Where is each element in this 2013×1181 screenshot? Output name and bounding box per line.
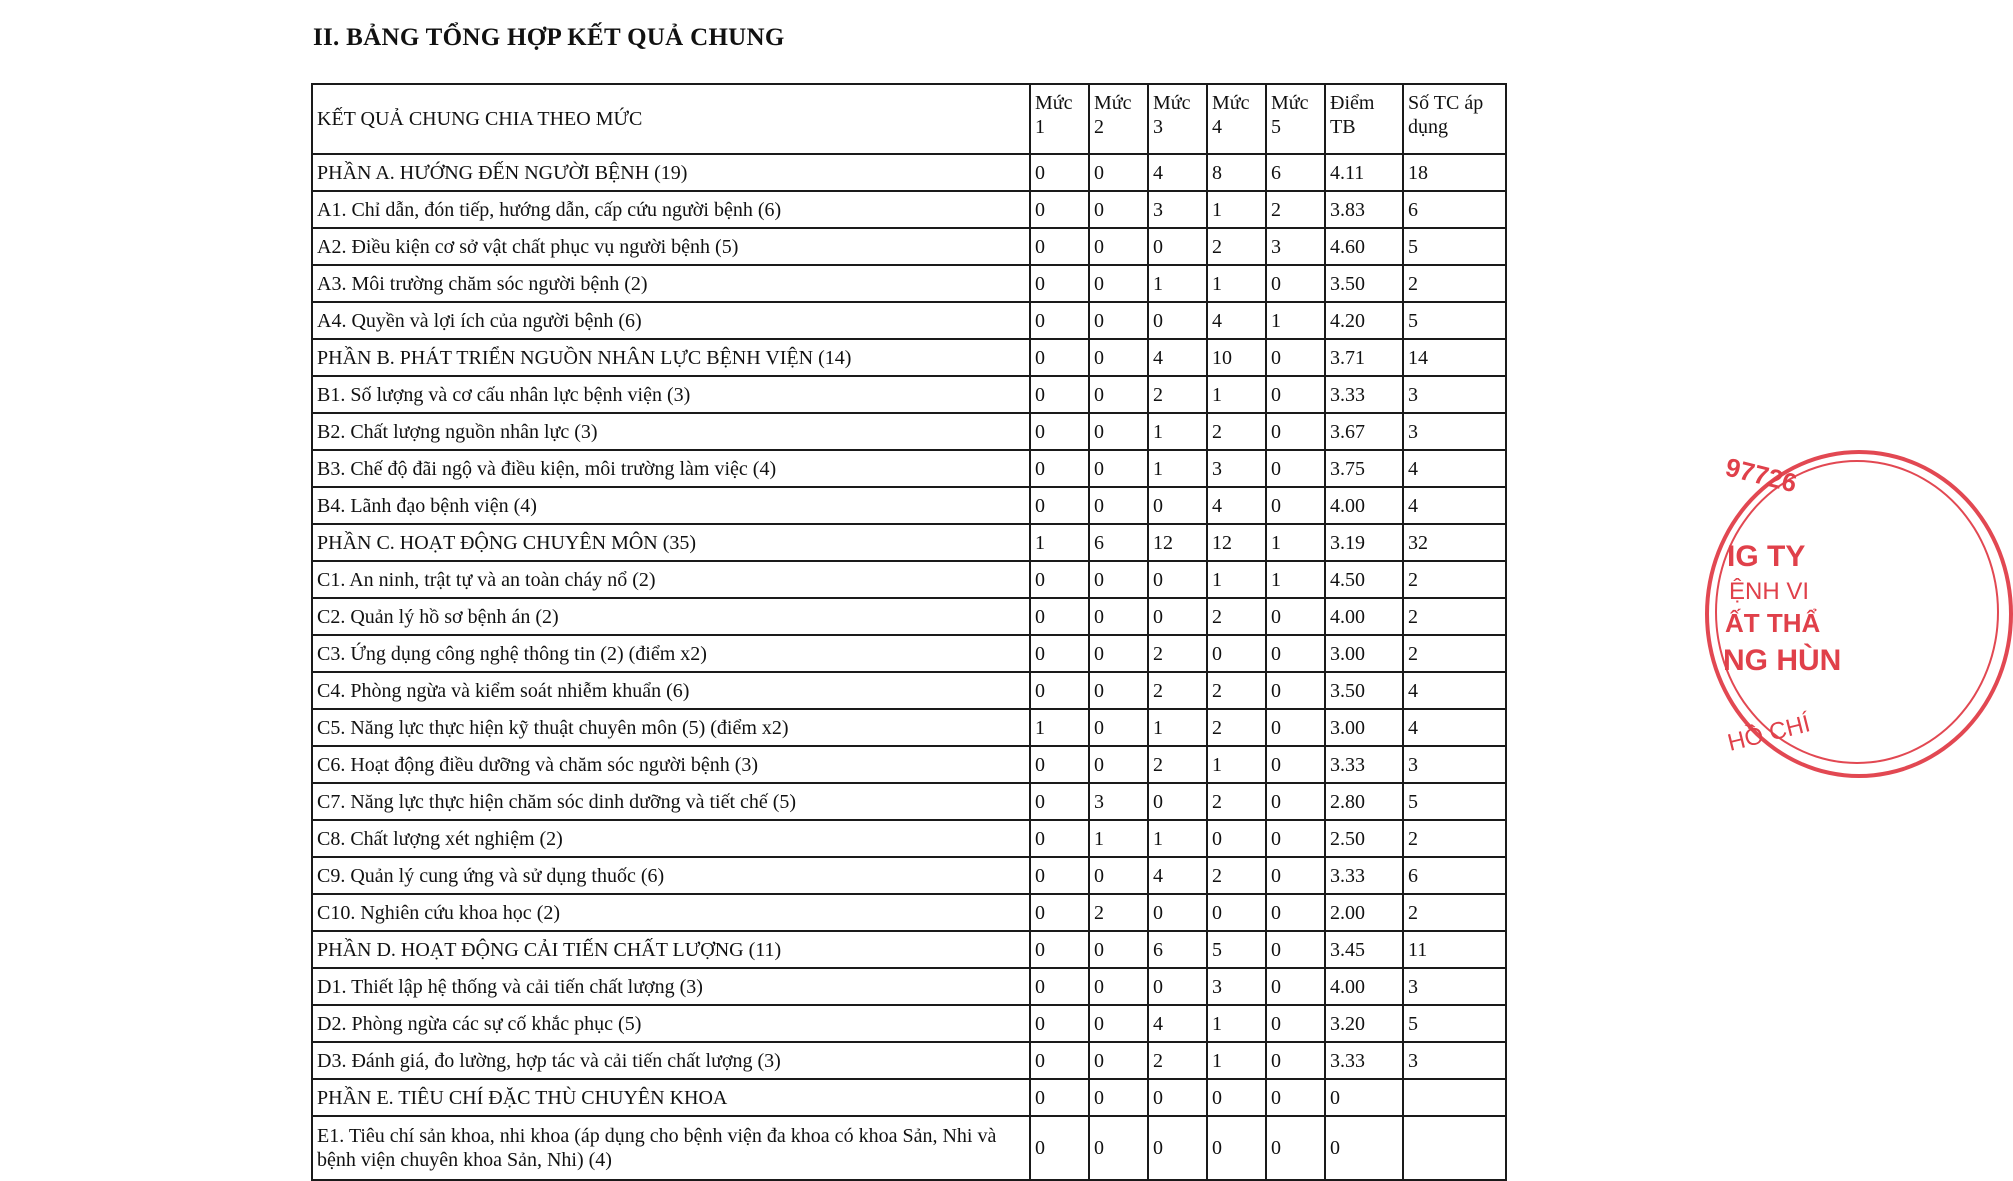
cell-diem-tb: 3.00 (1325, 635, 1403, 672)
cell-muc-2: 6 (1089, 524, 1148, 561)
cell-muc-5: 0 (1266, 450, 1325, 487)
cell-muc-3: 1 (1148, 709, 1207, 746)
stamp-text: 97726 (1722, 451, 1800, 499)
cell-muc-4: 3 (1207, 968, 1266, 1005)
cell-muc-3: 0 (1148, 302, 1207, 339)
cell-muc-3: 0 (1148, 598, 1207, 635)
table-row (312, 228, 1506, 265)
table-row (312, 154, 1506, 191)
cell-muc-5: 3 (1266, 228, 1325, 265)
header-muc-5: Mức 5 (1266, 84, 1325, 154)
cell-so-tc (1403, 1116, 1506, 1180)
table-row (312, 635, 1506, 672)
cell-muc-4: 2 (1207, 857, 1266, 894)
stamp-text: ỆNH VI (1729, 578, 1810, 605)
cell-muc-5: 0 (1266, 820, 1325, 857)
cell-muc-5: 0 (1266, 968, 1325, 1005)
row-label: C4. Phòng ngừa và kiểm soát nhiễm khuẩn (6) (312, 672, 1030, 709)
cell-muc-2: 0 (1089, 265, 1148, 302)
cell-muc-1: 0 (1030, 302, 1089, 339)
cell-diem-tb: 3.50 (1325, 672, 1403, 709)
cell-muc-5: 0 (1266, 1079, 1325, 1116)
cell-muc-4: 1 (1207, 1005, 1266, 1042)
cell-muc-4: 5 (1207, 931, 1266, 968)
cell-diem-tb: 3.75 (1325, 450, 1403, 487)
cell-so-tc: 5 (1403, 783, 1506, 820)
cell-muc-3: 1 (1148, 265, 1207, 302)
cell-muc-1: 0 (1030, 487, 1089, 524)
cell-muc-3: 0 (1148, 487, 1207, 524)
table-row (312, 524, 1506, 561)
table-row (312, 1042, 1506, 1079)
row-label: B4. Lãnh đạo bệnh viện (4) (312, 487, 1030, 524)
table-row (312, 413, 1506, 450)
cell-muc-3: 3 (1148, 191, 1207, 228)
cell-muc-1: 0 (1030, 450, 1089, 487)
cell-diem-tb: 4.11 (1325, 154, 1403, 191)
cell-muc-5: 1 (1266, 524, 1325, 561)
cell-diem-tb: 3.33 (1325, 746, 1403, 783)
cell-muc-1: 0 (1030, 154, 1089, 191)
cell-muc-2: 0 (1089, 1079, 1148, 1116)
cell-muc-5: 0 (1266, 635, 1325, 672)
table-row (312, 339, 1506, 376)
header-muc-4: Mức 4 (1207, 84, 1266, 154)
cell-muc-2: 0 (1089, 931, 1148, 968)
table-row (312, 931, 1506, 968)
table-row (312, 894, 1506, 931)
cell-muc-5: 0 (1266, 339, 1325, 376)
cell-muc-4: 2 (1207, 228, 1266, 265)
cell-diem-tb: 3.19 (1325, 524, 1403, 561)
row-label: A3. Môi trường chăm sóc người bệnh (2) (312, 265, 1030, 302)
cell-muc-2: 0 (1089, 635, 1148, 672)
cell-muc-5: 0 (1266, 672, 1325, 709)
cell-muc-2: 0 (1089, 598, 1148, 635)
table-row (312, 561, 1506, 598)
cell-muc-4: 0 (1207, 820, 1266, 857)
cell-so-tc: 32 (1403, 524, 1506, 561)
cell-so-tc: 3 (1403, 746, 1506, 783)
row-label: C5. Năng lực thực hiện kỹ thuật chuyên môn (5) (điểm x2) (312, 709, 1030, 746)
cell-muc-4: 12 (1207, 524, 1266, 561)
cell-muc-5: 6 (1266, 154, 1325, 191)
table-row (312, 820, 1506, 857)
row-label: E1. Tiêu chí sản khoa, nhi khoa (áp dụng cho bệnh viện đa khoa có khoa Sản, Nhi và bệnh viện chuyên khoa Sản, Nhi) (4) (312, 1116, 1030, 1180)
cell-muc-2: 0 (1089, 1042, 1148, 1079)
cell-muc-3: 2 (1148, 746, 1207, 783)
cell-so-tc: 4 (1403, 672, 1506, 709)
cell-muc-5: 0 (1266, 709, 1325, 746)
cell-diem-tb: 4.60 (1325, 228, 1403, 265)
red-seal-stamp (1705, 450, 1842, 770)
cell-muc-4: 4 (1207, 302, 1266, 339)
row-label: PHẦN C. HOẠT ĐỘNG CHUYÊN MÔN (35) (312, 524, 1030, 561)
cell-muc-5: 0 (1266, 857, 1325, 894)
row-label: D2. Phòng ngừa các sự cố khắc phục (5) (312, 1005, 1030, 1042)
cell-muc-4: 1 (1207, 1042, 1266, 1079)
header-so-tc: Số TC áp dụng (1403, 84, 1506, 154)
cell-muc-2: 2 (1089, 894, 1148, 931)
row-label: B1. Số lượng và cơ cấu nhân lực bệnh viện (3) (312, 376, 1030, 413)
cell-muc-1: 0 (1030, 228, 1089, 265)
cell-so-tc: 14 (1403, 339, 1506, 376)
cell-muc-4: 2 (1207, 672, 1266, 709)
cell-muc-3: 2 (1148, 672, 1207, 709)
cell-muc-4: 0 (1207, 635, 1266, 672)
cell-so-tc: 18 (1403, 154, 1506, 191)
row-label: C3. Ứng dụng công nghệ thông tin (2) (điểm x2) (312, 635, 1030, 672)
cell-so-tc: 2 (1403, 635, 1506, 672)
cell-muc-5: 1 (1266, 561, 1325, 598)
cell-diem-tb: 4.00 (1325, 487, 1403, 524)
cell-muc-4: 3 (1207, 450, 1266, 487)
cell-muc-3: 0 (1148, 1079, 1207, 1116)
cell-muc-1: 0 (1030, 635, 1089, 672)
cell-so-tc: 6 (1403, 857, 1506, 894)
cell-diem-tb: 3.33 (1325, 1042, 1403, 1079)
cell-muc-2: 0 (1089, 487, 1148, 524)
cell-diem-tb: 3.00 (1325, 709, 1403, 746)
cell-muc-3: 4 (1148, 857, 1207, 894)
cell-muc-1: 0 (1030, 931, 1089, 968)
stamp-text: HỒ CHÍ (1724, 710, 1813, 757)
cell-so-tc: 6 (1403, 191, 1506, 228)
row-label: PHẦN D. HOẠT ĐỘNG CẢI TIẾN CHẤT LƯỢNG (11) (312, 931, 1030, 968)
cell-muc-3: 0 (1148, 228, 1207, 265)
row-label: B2. Chất lượng nguồn nhân lực (3) (312, 413, 1030, 450)
table-row (312, 709, 1506, 746)
cell-so-tc: 3 (1403, 376, 1506, 413)
cell-muc-3: 4 (1148, 1005, 1207, 1042)
cell-diem-tb: 3.50 (1325, 265, 1403, 302)
cell-muc-3: 0 (1148, 1116, 1207, 1180)
cell-muc-1: 0 (1030, 783, 1089, 820)
cell-muc-2: 1 (1089, 820, 1148, 857)
cell-muc-5: 0 (1266, 894, 1325, 931)
cell-muc-1: 0 (1030, 672, 1089, 709)
row-label: PHẦN B. PHÁT TRIỂN NGUỒN NHÂN LỰC BỆNH VIỆN (14) (312, 339, 1030, 376)
row-label: A1. Chỉ dẫn, đón tiếp, hướng dẫn, cấp cứu người bệnh (6) (312, 191, 1030, 228)
cell-so-tc: 2 (1403, 598, 1506, 635)
cell-muc-2: 0 (1089, 302, 1148, 339)
row-label: C8. Chất lượng xét nghiệm (2) (312, 820, 1030, 857)
row-label: C6. Hoạt động điều dưỡng và chăm sóc người bệnh (3) (312, 746, 1030, 783)
cell-muc-4: 1 (1207, 191, 1266, 228)
table-header-row (312, 84, 1506, 154)
cell-so-tc: 2 (1403, 265, 1506, 302)
table-row (312, 598, 1506, 635)
cell-muc-1: 0 (1030, 1005, 1089, 1042)
cell-so-tc: 3 (1403, 413, 1506, 450)
cell-muc-2: 0 (1089, 672, 1148, 709)
cell-muc-3: 2 (1148, 376, 1207, 413)
cell-so-tc: 5 (1403, 302, 1506, 339)
cell-muc-4: 2 (1207, 783, 1266, 820)
cell-muc-5: 0 (1266, 746, 1325, 783)
cell-diem-tb: 4.20 (1325, 302, 1403, 339)
row-label: C2. Quản lý hồ sơ bệnh án (2) (312, 598, 1030, 635)
cell-so-tc: 3 (1403, 1042, 1506, 1079)
row-label: B3. Chế độ đãi ngộ và điều kiện, môi trường làm việc (4) (312, 450, 1030, 487)
cell-muc-4: 1 (1207, 265, 1266, 302)
cell-muc-2: 0 (1089, 191, 1148, 228)
stamp-text: NG HÙN (1723, 644, 1842, 677)
cell-muc-1: 0 (1030, 265, 1089, 302)
cell-diem-tb: 2.50 (1325, 820, 1403, 857)
cell-muc-3: 1 (1148, 820, 1207, 857)
cell-muc-5: 0 (1266, 487, 1325, 524)
cell-muc-2: 0 (1089, 376, 1148, 413)
cell-muc-5: 0 (1266, 1005, 1325, 1042)
cell-muc-1: 0 (1030, 413, 1089, 450)
table-row (312, 783, 1506, 820)
results-table (311, 83, 1507, 1181)
cell-muc-4: 0 (1207, 1079, 1266, 1116)
cell-muc-4: 2 (1207, 709, 1266, 746)
row-label: C7. Năng lực thực hiện chăm sóc dinh dưỡng và tiết chế (5) (312, 783, 1030, 820)
cell-muc-4: 10 (1207, 339, 1266, 376)
cell-muc-2: 0 (1089, 709, 1148, 746)
cell-muc-2: 0 (1089, 746, 1148, 783)
stamp-text: ẤT THẨ (1725, 608, 1821, 638)
cell-diem-tb: 3.20 (1325, 1005, 1403, 1042)
cell-muc-3: 1 (1148, 413, 1207, 450)
cell-muc-3: 1 (1148, 450, 1207, 487)
cell-muc-3: 6 (1148, 931, 1207, 968)
cell-muc-5: 1 (1266, 302, 1325, 339)
cell-so-tc: 2 (1403, 820, 1506, 857)
cell-diem-tb: 4.00 (1325, 968, 1403, 1005)
cell-muc-5: 0 (1266, 598, 1325, 635)
cell-so-tc: 4 (1403, 487, 1506, 524)
cell-diem-tb: 0 (1325, 1116, 1403, 1180)
cell-muc-2: 3 (1089, 783, 1148, 820)
header-diem-tb: Điểm TB (1325, 84, 1403, 154)
cell-muc-2: 0 (1089, 154, 1148, 191)
cell-so-tc: 11 (1403, 931, 1506, 968)
cell-muc-3: 0 (1148, 783, 1207, 820)
cell-muc-4: 2 (1207, 598, 1266, 635)
cell-diem-tb: 0 (1325, 1079, 1403, 1116)
cell-muc-3: 0 (1148, 561, 1207, 598)
cell-muc-5: 0 (1266, 931, 1325, 968)
table-row (312, 376, 1506, 413)
cell-muc-4: 4 (1207, 487, 1266, 524)
cell-diem-tb: 3.33 (1325, 376, 1403, 413)
table-row (312, 1005, 1506, 1042)
cell-muc-3: 0 (1148, 968, 1207, 1005)
cell-so-tc: 4 (1403, 450, 1506, 487)
cell-so-tc: 2 (1403, 894, 1506, 931)
cell-muc-2: 0 (1089, 857, 1148, 894)
cell-muc-1: 1 (1030, 709, 1089, 746)
cell-muc-1: 0 (1030, 339, 1089, 376)
cell-muc-1: 0 (1030, 746, 1089, 783)
header-muc-2: Mức 2 (1089, 84, 1148, 154)
table-row (312, 672, 1506, 709)
cell-so-tc: 3 (1403, 968, 1506, 1005)
cell-muc-1: 0 (1030, 968, 1089, 1005)
cell-muc-3: 4 (1148, 154, 1207, 191)
cell-diem-tb: 4.00 (1325, 598, 1403, 635)
cell-muc-1: 0 (1030, 1116, 1089, 1180)
cell-so-tc (1403, 1079, 1506, 1116)
cell-so-tc: 2 (1403, 561, 1506, 598)
cell-muc-5: 0 (1266, 1042, 1325, 1079)
row-label: PHẦN A. HƯỚNG ĐẾN NGƯỜI BỆNH (19) (312, 154, 1030, 191)
table-row (312, 302, 1506, 339)
cell-diem-tb: 3.45 (1325, 931, 1403, 968)
cell-muc-1: 0 (1030, 894, 1089, 931)
table-row (312, 191, 1506, 228)
row-label: D3. Đánh giá, đo lường, hợp tác và cải tiến chất lượng (3) (312, 1042, 1030, 1079)
cell-muc-1: 0 (1030, 561, 1089, 598)
cell-muc-3: 4 (1148, 339, 1207, 376)
cell-muc-2: 0 (1089, 1116, 1148, 1180)
table-row (312, 450, 1506, 487)
cell-muc-1: 0 (1030, 1079, 1089, 1116)
header-muc-1: Mức 1 (1030, 84, 1089, 154)
row-label: PHẦN E. TIÊU CHÍ ĐẶC THÙ CHUYÊN KHOA (312, 1079, 1030, 1116)
cell-muc-5: 0 (1266, 1116, 1325, 1180)
cell-muc-2: 0 (1089, 561, 1148, 598)
cell-muc-2: 0 (1089, 450, 1148, 487)
cell-muc-5: 0 (1266, 265, 1325, 302)
cell-muc-5: 0 (1266, 783, 1325, 820)
cell-muc-4: 2 (1207, 413, 1266, 450)
cell-muc-2: 0 (1089, 228, 1148, 265)
cell-muc-4: 0 (1207, 1116, 1266, 1180)
cell-muc-1: 0 (1030, 376, 1089, 413)
cell-muc-1: 0 (1030, 598, 1089, 635)
cell-muc-3: 12 (1148, 524, 1207, 561)
cell-muc-2: 0 (1089, 339, 1148, 376)
cell-muc-1: 0 (1030, 857, 1089, 894)
cell-muc-1: 1 (1030, 524, 1089, 561)
header-muc-3: Mức 3 (1148, 84, 1207, 154)
cell-muc-3: 2 (1148, 635, 1207, 672)
cell-so-tc: 5 (1403, 1005, 1506, 1042)
table-row (312, 487, 1506, 524)
cell-diem-tb: 3.33 (1325, 857, 1403, 894)
cell-muc-4: 1 (1207, 376, 1266, 413)
cell-diem-tb: 3.83 (1325, 191, 1403, 228)
cell-diem-tb: 3.67 (1325, 413, 1403, 450)
table-row (312, 1079, 1506, 1116)
cell-muc-1: 0 (1030, 191, 1089, 228)
table-row (312, 857, 1506, 894)
cell-so-tc: 4 (1403, 709, 1506, 746)
cell-muc-5: 0 (1266, 376, 1325, 413)
cell-muc-3: 0 (1148, 894, 1207, 931)
cell-muc-2: 0 (1089, 968, 1148, 1005)
table-row (312, 1116, 1506, 1180)
cell-muc-5: 0 (1266, 413, 1325, 450)
table-row (312, 746, 1506, 783)
cell-muc-1: 0 (1030, 820, 1089, 857)
table-row (312, 265, 1506, 302)
cell-muc-2: 0 (1089, 413, 1148, 450)
row-label: C9. Quản lý cung ứng và sử dụng thuốc (6) (312, 857, 1030, 894)
row-label: A2. Điều kiện cơ sở vật chất phục vụ người bệnh (5) (312, 228, 1030, 265)
cell-muc-4: 1 (1207, 746, 1266, 783)
header-label: KẾT QUẢ CHUNG CHIA THEO MỨC (312, 84, 1030, 154)
cell-diem-tb: 4.50 (1325, 561, 1403, 598)
cell-muc-3: 2 (1148, 1042, 1207, 1079)
row-label: C10. Nghiên cứu khoa học (2) (312, 894, 1030, 931)
cell-muc-1: 0 (1030, 1042, 1089, 1079)
cell-muc-4: 8 (1207, 154, 1266, 191)
row-label: A4. Quyền và lợi ích của người bệnh (6) (312, 302, 1030, 339)
row-label: D1. Thiết lập hệ thống và cải tiến chất lượng (3) (312, 968, 1030, 1005)
row-label: C1. An ninh, trật tự và an toàn cháy nổ (2) (312, 561, 1030, 598)
stamp-text: IG TY (1727, 540, 1806, 573)
cell-diem-tb: 2.00 (1325, 894, 1403, 931)
cell-diem-tb: 2.80 (1325, 783, 1403, 820)
cell-so-tc: 5 (1403, 228, 1506, 265)
cell-muc-5: 2 (1266, 191, 1325, 228)
cell-muc-4: 0 (1207, 894, 1266, 931)
table-row (312, 968, 1506, 1005)
section-heading: II. BẢNG TỔNG HỢP KẾT QUẢ CHUNG (313, 24, 785, 51)
cell-diem-tb: 3.71 (1325, 339, 1403, 376)
cell-muc-4: 1 (1207, 561, 1266, 598)
cell-muc-2: 0 (1089, 1005, 1148, 1042)
